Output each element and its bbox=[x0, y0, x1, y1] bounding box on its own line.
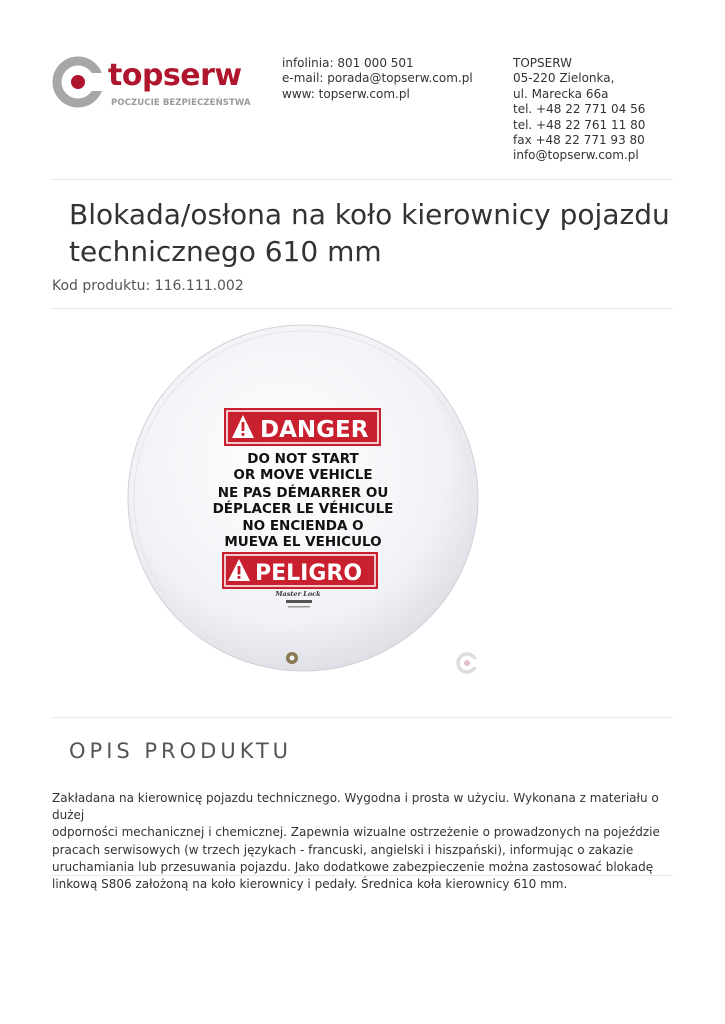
logo-tagline: POCZUCIE BEZPIECZEŃSTWA bbox=[111, 98, 251, 108]
company-phone-1: tel. +48 22 771 04 56 bbox=[513, 102, 646, 117]
warning-line-6: MUEVA EL VEHICULO bbox=[224, 534, 382, 550]
header-divider bbox=[51, 179, 673, 180]
warning-line-3: NE PAS DÉMARRER OU bbox=[217, 485, 389, 501]
contact-hotline: infolinia: 801 000 501 bbox=[282, 56, 414, 70]
description-line-5: linkową S806 założoną na koło kierownicy i pedały. Średnica koła kierownicy 610 mm. bbox=[52, 877, 568, 892]
company-email[interactable]: info@topserw.com.pl bbox=[513, 148, 639, 163]
contact-info bbox=[282, 56, 473, 102]
warning-line-4: DÉPLACER LE VÉHICULE bbox=[212, 501, 394, 517]
company-city: 05-220 Zielonka, bbox=[513, 71, 615, 86]
master-lock-subbrand-logo bbox=[286, 600, 312, 603]
company-street: ul. Marecka 66a bbox=[513, 86, 609, 101]
topserw-logo-icon bbox=[51, 55, 105, 109]
product-code: Kod produktu: 116.111.002 bbox=[52, 278, 244, 294]
warning-line-1: DO NOT START bbox=[247, 451, 359, 467]
description-divider bbox=[51, 875, 673, 876]
description-line-1: Zakładana na kierownicę pojazdu technicznego. Wygodna i prosta w użyciu. Wykonana z materiału o dużej bbox=[52, 791, 659, 823]
product-image bbox=[126, 322, 480, 674]
company-name: TOPSERW bbox=[513, 56, 572, 70]
peligro-label: PELIGRO bbox=[255, 561, 363, 586]
description-line-3: pracach serwisowych (w trzech językach - francuski, angielski i hiszpański), informując o zakazie bbox=[52, 842, 634, 857]
logo-wordmark: topserw bbox=[108, 58, 242, 93]
danger-label: DANGER bbox=[260, 417, 369, 443]
master-lock-brand: Master Lock bbox=[275, 590, 321, 598]
warning-line-5: NO ENCIENDA O bbox=[242, 518, 364, 534]
contact-website[interactable]: www: topserw.com.pl bbox=[282, 86, 410, 101]
image-divider bbox=[51, 717, 673, 718]
company-fax: fax +48 22 771 93 80 bbox=[513, 133, 645, 148]
company-address bbox=[513, 56, 645, 164]
contact-email[interactable]: e-mail: porada@topserw.com.pl bbox=[282, 71, 473, 86]
description-line-4: uruchamiania lub przesuwania pojazdu. Jako dodatkowe zabezpieczenie można zastosować blokadę bbox=[52, 859, 654, 874]
watermark-logo-icon bbox=[455, 651, 479, 675]
product-description bbox=[52, 790, 676, 893]
product-title bbox=[69, 196, 689, 270]
product-title-line-2: technicznego 610 mm bbox=[69, 235, 382, 268]
title-divider bbox=[51, 308, 673, 309]
master-lock-fineprint bbox=[288, 606, 310, 608]
company-phone-2: tel. +48 22 761 11 80 bbox=[513, 117, 646, 132]
warning-line-2: OR MOVE VEHICLE bbox=[233, 467, 373, 483]
product-title-line-1: Blokada/osłona na koło kierownicy pojazdu bbox=[69, 198, 670, 231]
description-line-2: odporności mechanicznej i chemicznej. Zapewnia wizualne ostrzeżenie o prowadzonych na pojeździe bbox=[52, 825, 660, 840]
section-heading-description: OPIS PRODUKTU bbox=[69, 739, 293, 763]
